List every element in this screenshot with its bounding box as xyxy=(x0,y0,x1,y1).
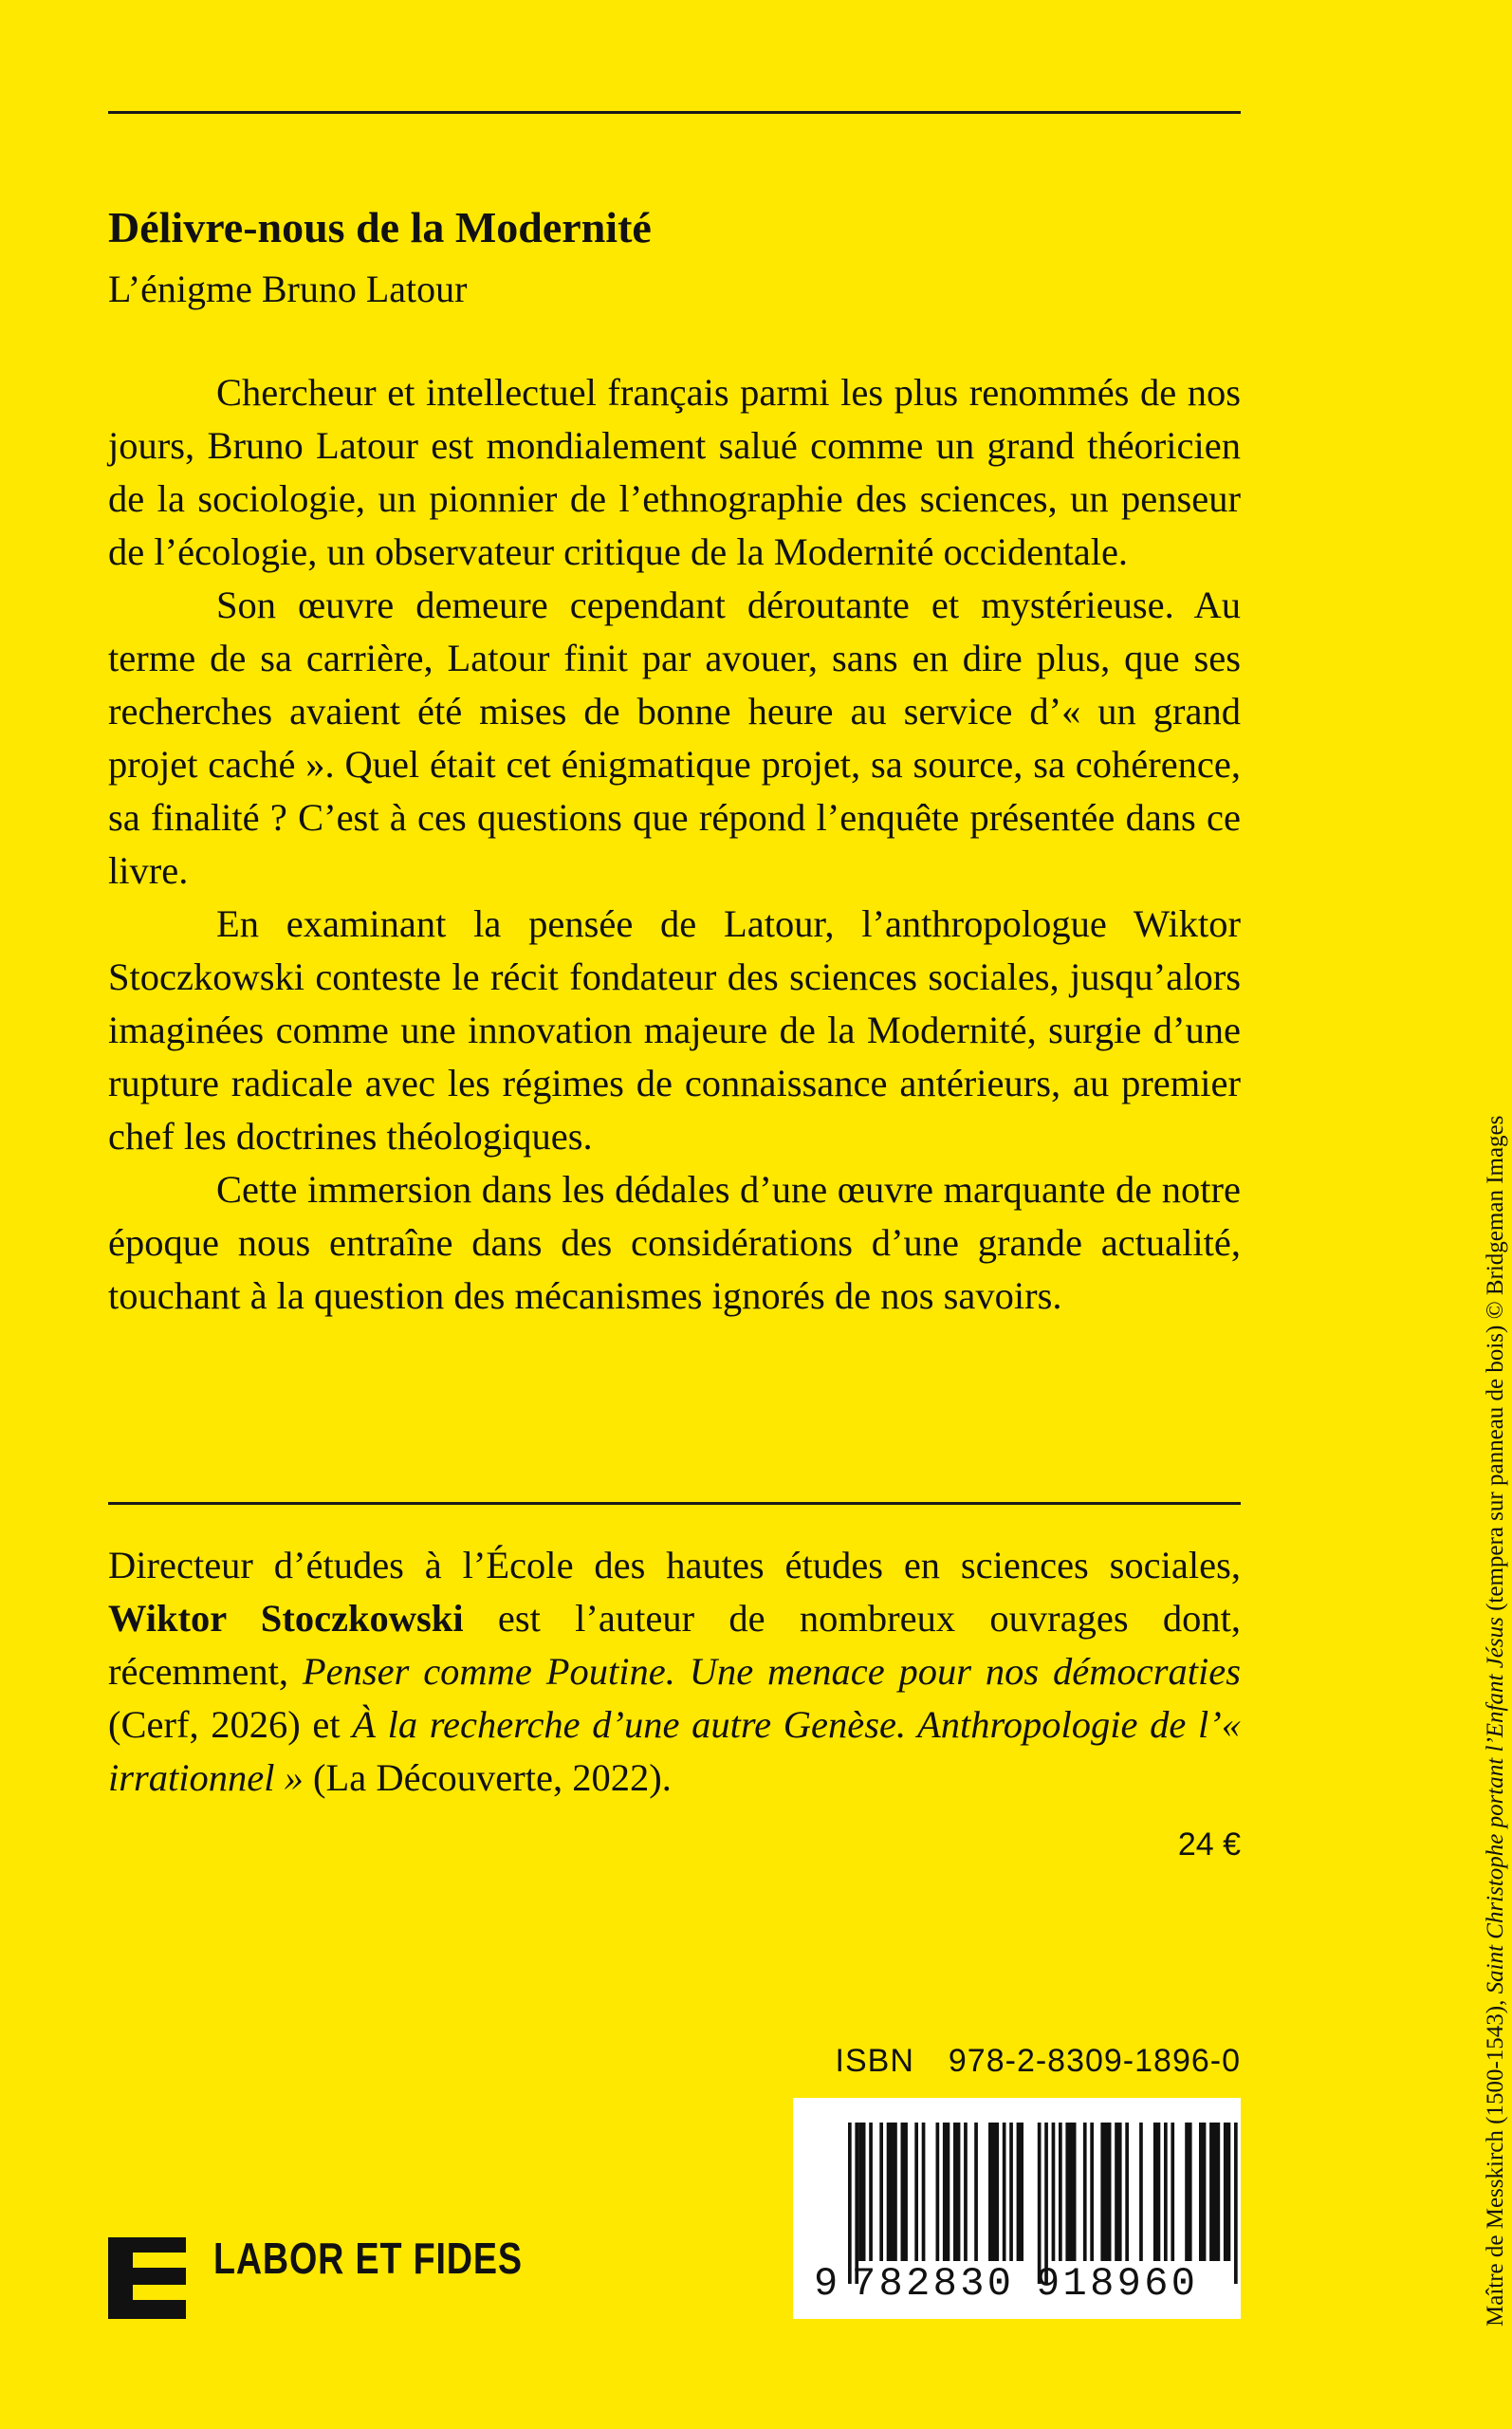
bio-work-title: À la recherche d’une autre Genèse. Anthropologie de l’« irrationnel » xyxy=(108,1703,1242,1799)
section-rule xyxy=(108,1502,1241,1505)
bio-intro: Directeur d’études à l’École des hautes études en sciences sociales, xyxy=(108,1544,1241,1586)
credit-work: Saint Christophe portant l’Enfant Jésus xyxy=(1483,1617,1508,1994)
barcode-bar xyxy=(1199,2123,1206,2261)
barcode-bar xyxy=(914,2123,918,2261)
barcode-bar xyxy=(901,2123,908,2261)
blurb xyxy=(108,366,1241,1323)
price: 24 € xyxy=(1177,1826,1241,1863)
blurb-paragraph: Son œuvre demeure cependant déroutante et mystérieuse. Au terme de sa carrière, Latour finit par avouer, sans en dire plus, que ses recherches avaient été mises de bonne heure au service d’« un grand projet caché ». Quel était cet énigmatique projet, sa source, sa cohérence, sa finalité ? C’est à ces questions que répond l’enquête présentée dans ce livre. xyxy=(108,584,1241,892)
top-rule xyxy=(108,111,1241,114)
barcode-bar xyxy=(988,2123,999,2261)
barcode-bar xyxy=(1234,2123,1238,2284)
barcode-bar xyxy=(974,2123,978,2261)
barcode-bar xyxy=(1083,2123,1087,2261)
barcode-bar xyxy=(887,2123,897,2261)
barcode-bar xyxy=(1009,2123,1013,2261)
barcode-bar xyxy=(1038,2123,1042,2284)
barcode-bar xyxy=(848,2123,852,2284)
barcode-bar xyxy=(1044,2123,1048,2284)
barcode-bar xyxy=(1125,2123,1129,2261)
image-credit xyxy=(1482,1116,1510,2327)
barcode-bar xyxy=(1017,2123,1023,2261)
barcode-bar xyxy=(1052,2123,1056,2261)
barcode-bar xyxy=(1224,2123,1230,2261)
barcode-bar xyxy=(879,2123,883,2261)
barcode-bar xyxy=(1164,2123,1168,2261)
book-title: Délivre-nous de la Modernité xyxy=(108,203,652,251)
book-subtitle: L’énigme Bruno Latour xyxy=(108,268,468,310)
barcode-bar xyxy=(869,2123,873,2261)
blurb-paragraph: Chercheur et intellectuel français parmi les plus renommés de nos jours, Bruno Latour est mondialement salué comme un grand théoricien de la sociologie, un pionnier de l’ethnographie des sciences, un penseur de l’écologie, un observateur critique de la Modernité occidentale. xyxy=(108,371,1241,573)
barcode-bar xyxy=(1003,2123,1006,2261)
barcode-bar xyxy=(1139,2123,1143,2261)
isbn-label: ISBN xyxy=(835,2043,914,2079)
barcode-bar xyxy=(1115,2123,1121,2261)
barcode-bar xyxy=(1100,2123,1111,2261)
barcode-bar xyxy=(922,2123,926,2261)
barcode-bar xyxy=(953,2123,960,2261)
blurb-paragraph: Cette immersion dans les dédales d’une œuvre marquante de notre époque nous entraîne dans des considérations d’une grande actualité, touchant à la question des mécanismes ignorés de nos savoirs. xyxy=(108,1168,1241,1317)
isbn xyxy=(836,2040,1241,2082)
blurb-paragraph: En examinant la pensée de Latour, l’anthropologue Wiktor Stoczkowski conteste le récit fondateur des sciences sociales, jusqu’alors imaginées comme une innovation majeure de la Modernité, surgie d’une rupture radicale avec les régimes de connaissance antérieurs, au premier chef les doctrines théologiques. xyxy=(108,902,1241,1158)
isbn-number: 978-2-8309-1896-0 xyxy=(948,2043,1241,2079)
barcode-bar xyxy=(1153,2123,1160,2261)
barcode-bar xyxy=(1209,2123,1220,2261)
publisher-name: LABOR ET FIDES xyxy=(213,2234,523,2283)
barcode-bar xyxy=(1059,2123,1062,2261)
bio-text: (Cerf, 2026) et xyxy=(108,1703,353,1746)
barcode-bar xyxy=(1090,2123,1094,2261)
barcode-digits-right: 918960 xyxy=(1036,2261,1195,2307)
barcode-bar xyxy=(1171,2123,1174,2261)
barcode-bar xyxy=(1185,2123,1191,2261)
bio-work-title: Penser comme Poutine. Une menace pour nos démocraties xyxy=(302,1650,1241,1693)
barcode-bar xyxy=(858,2123,865,2261)
barcode-bar xyxy=(943,2123,950,2261)
author-name: Wiktor Stoczkowski xyxy=(108,1597,464,1640)
bio-text: (La Découverte, 2022). xyxy=(303,1756,672,1799)
labor-et-fides-logo-icon xyxy=(108,2237,186,2319)
credit-artist: Maître de Messkirch (1500-1543), xyxy=(1483,1993,1508,2327)
barcode-bar xyxy=(1065,2123,1076,2261)
bio-text: est l’auteur de nombreux ouvrages dont, récemment, xyxy=(108,1597,1241,1693)
barcode-first-digit: 9 xyxy=(814,2261,839,2307)
barcode-bar xyxy=(936,2123,940,2261)
barcode-bar xyxy=(855,2123,858,2284)
credit-details: (tempera sur panneau de bois) © Bridgeman Images xyxy=(1483,1115,1508,1618)
barcode-graphic xyxy=(793,2098,1241,2319)
barcode-digits-left: 782830 xyxy=(852,2261,1011,2307)
barcode xyxy=(793,2098,1241,2319)
barcode-bar xyxy=(964,2123,968,2261)
author-bio xyxy=(108,1539,1241,1805)
